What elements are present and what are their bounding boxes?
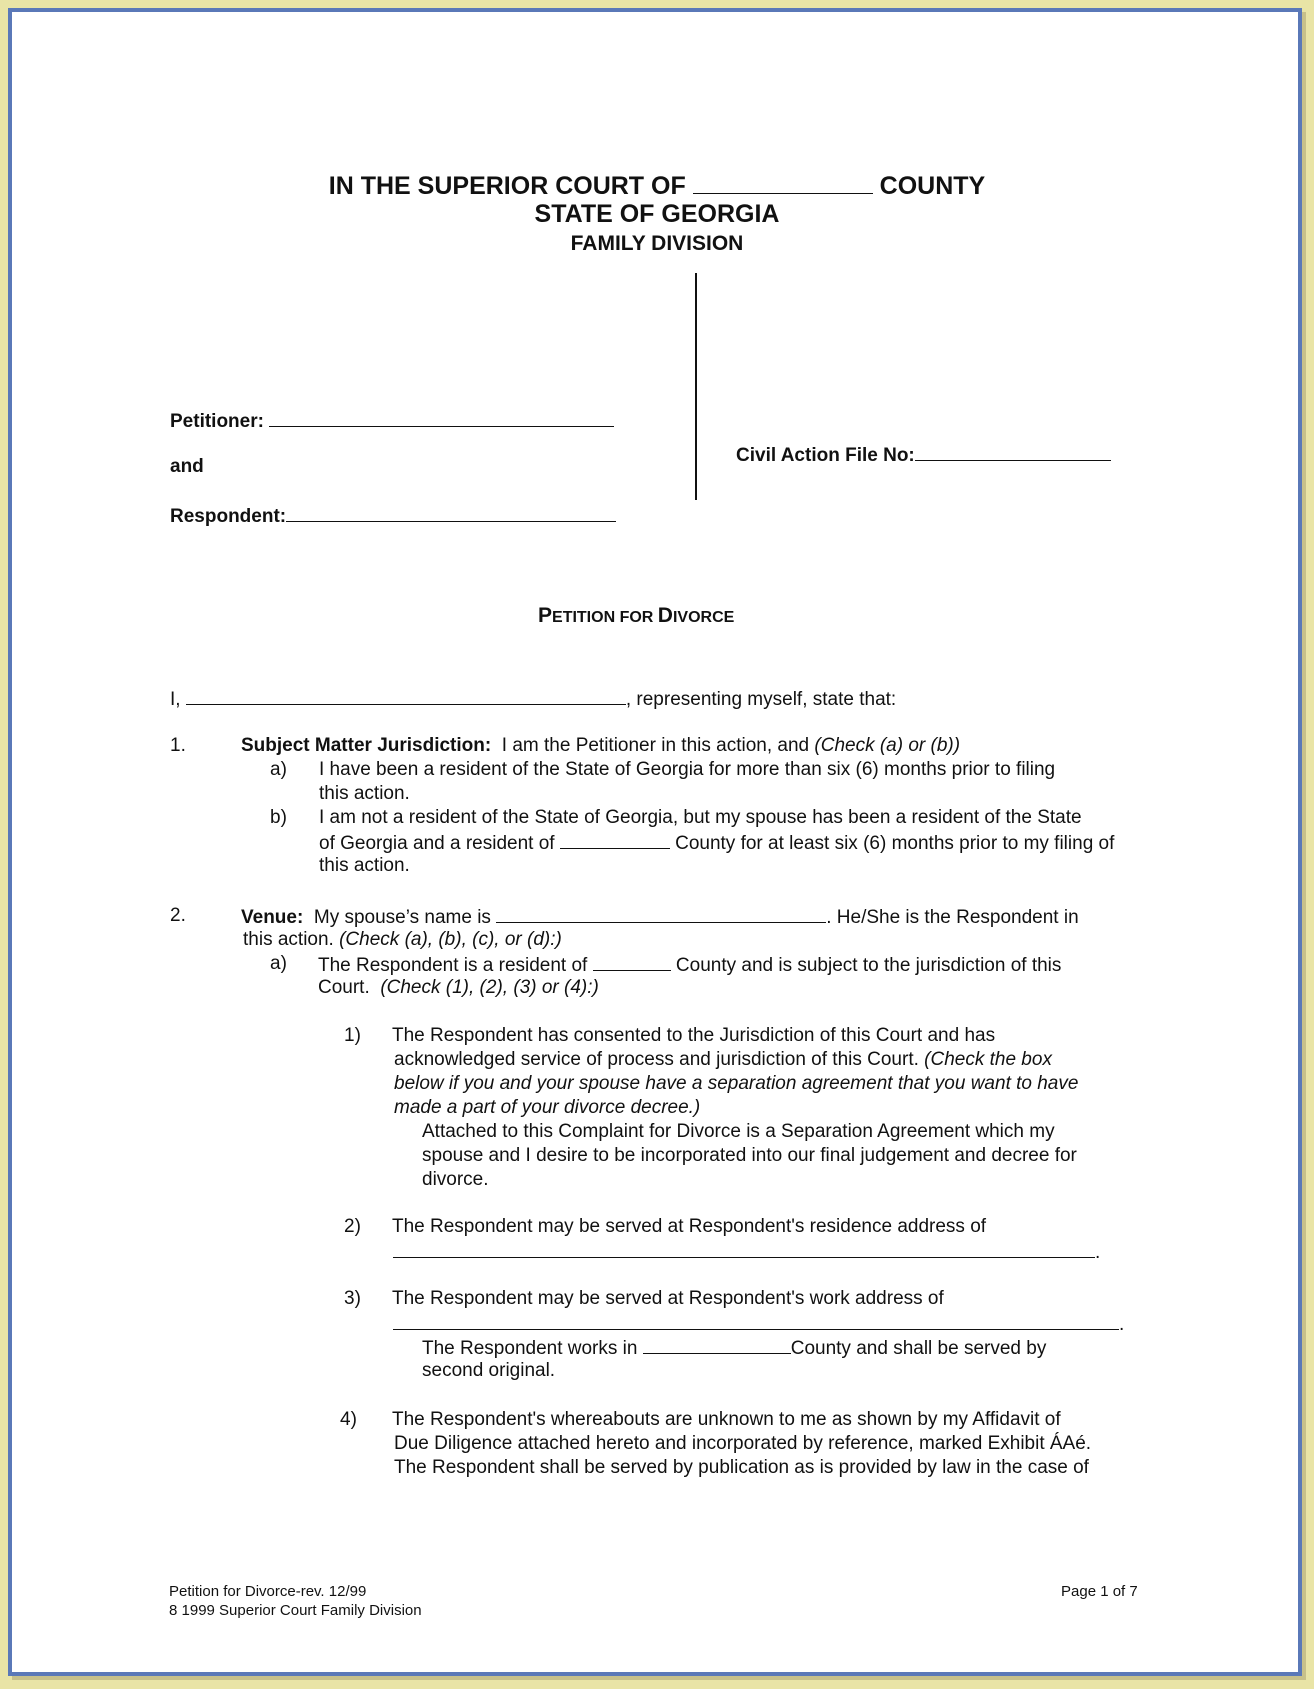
state-heading: STATE OF GEORGIA [534,200,780,228]
sec1-b-line3: this action. [319,855,410,876]
and-label: and [170,456,204,477]
county-blank [693,175,873,194]
item3-label: 3) [344,1288,361,1309]
sec2-a-line2-check: (Check (1), (2), (3) or (4):) [380,977,599,998]
document-title [538,604,734,630]
sec1-a-line1: I have been a resident of the State of Georgia for more than six (6) months prior to filing [319,759,1056,780]
intro-i: I, [170,689,181,710]
sec1-check: (Check (a) or (b)) [814,735,961,756]
footer-revision: Petition for Divorce-rev. 12/99 [169,1583,367,1600]
respondent-line [170,503,616,529]
spouse-name-blank [496,904,826,923]
item1-line4: made a part of your divorce decree.) [394,1097,701,1118]
sec2-heading: Venue: [241,907,304,928]
civil-action-line [736,442,1111,468]
title-small-ivorce: IVORCE [672,609,735,626]
title-cap-p: P [538,604,553,627]
item3-line1: The Respondent may be served at Respondent's work address of [392,1288,944,1309]
sec2-number: 2. [170,905,186,926]
sec1-a-label: a) [270,759,287,780]
respondent-blank [286,503,616,522]
item2-line1: The Respondent may be served at Respondent's residence address of [392,1216,987,1237]
intro-line [170,686,896,712]
item4-line2: Due Diligence attached hereto and incorporated by reference, marked Exhibit ÁAé. [394,1433,1092,1454]
item1-line5: Attached to this Complaint for Divorce is a Separation Agreement which my [422,1121,1055,1142]
sec1-line1 [241,734,960,758]
sec1-county-blank [560,830,670,849]
court-heading [0,174,1314,198]
petitioner-name-blank [186,686,626,705]
caption-divider [695,273,697,500]
work-address-blank [393,1311,1119,1330]
item1-label: 1) [344,1025,361,1046]
sec2-line2-check: (Check (a), (b), (c), or (d):) [339,929,562,950]
item3-line3-b: County and shall be served by [790,1338,1047,1359]
division-heading: FAMILY DIVISION [570,232,744,255]
sec1-b-label: b) [270,807,287,828]
petitioner-label: Petitioner: [170,411,264,432]
sec2-a-line2 [318,976,599,1000]
title-small-etition: ETITION FOR [552,609,658,626]
title-cap-d: D [657,604,673,627]
item3-line4: second original. [422,1360,556,1381]
sec1-b-line1: I am not a resident of the State of Georgia, but my spouse has been a resident of the State [319,807,1082,828]
court-heading-text: IN THE SUPERIOR COURT OF [328,172,686,200]
sec2-a-label: a) [270,953,287,974]
civil-action-blank [915,442,1111,461]
item1-line2-b: (Check the box [924,1049,1052,1070]
petitioner-line [170,408,614,434]
civil-action-label: Civil Action File No: [736,445,915,466]
residence-address-blank [393,1239,1095,1258]
petitioner-blank [269,408,614,427]
item3-blank-line [393,1311,1124,1337]
sec2-a-line1 [318,952,1061,978]
sec1-b-line2-a: of Georgia and a resident of [319,833,555,854]
sec1-number: 1. [170,735,186,756]
sec2-line2 [243,928,562,952]
sec2-a-line2-a: Court. [318,977,370,998]
item1-line2-a: acknowledged service of process and jurisdiction of this Court. [394,1049,919,1070]
item3-line3-a: The Respondent works in [422,1338,638,1359]
county-label: COUNTY [879,172,986,200]
sec1-b-line2 [319,830,1114,856]
sec2-line1 [241,904,1079,930]
sec1-heading: Subject Matter Jurisdiction: [241,735,492,756]
item2-label: 2) [344,1216,361,1237]
item4-line1: The Respondent's whereabouts are unknown to me as shown by my Affidavit of [392,1409,1061,1430]
work-county-blank [643,1335,791,1354]
intro-rest: , representing myself, state that: [625,689,897,710]
sec2-a-line1-a: The Respondent is a resident of [318,955,588,976]
sec2-a-line1-b: County and is subject to the jurisdiction of this [675,955,1062,976]
respondent-label: Respondent: [170,506,287,527]
item4-line3: The Respondent shall be served by publication as is provided by law in the case of [394,1457,1089,1478]
item1-line1: The Respondent has consented to the Jurisdiction of this Court and has [392,1025,996,1046]
footer-page-number: Page 1 of 7 [1061,1583,1138,1600]
footer-copyright: 8 1999 Superior Court Family Division [169,1602,422,1619]
item2-blank-line [393,1239,1100,1265]
item1-line2 [394,1048,1052,1072]
item1-line6: spouse and I desire to be incorporated into our final judgement and decree for [422,1145,1077,1166]
item3-line3 [422,1335,1046,1361]
sec2-text-a: My spouse’s name is [313,907,491,928]
sec1-b-line2-b: County for at least six (6) months prior to my filing of [675,833,1115,854]
item1-line3: below if you and your spouse have a separation agreement that you want to have [394,1073,1079,1094]
sec2-county-blank [593,952,671,971]
item1-line7: divorce. [422,1169,489,1190]
item2-period: . [1095,1242,1101,1263]
sec1-text: I am the Petitioner in this action, and [501,735,810,756]
item4-label: 4) [340,1409,357,1430]
sec2-text-b: . He/She is the Respondent in [826,907,1079,928]
item3-period: . [1119,1314,1125,1335]
sec2-line2-a: this action. [243,929,334,950]
sec1-a-line2: this action. [319,783,410,804]
